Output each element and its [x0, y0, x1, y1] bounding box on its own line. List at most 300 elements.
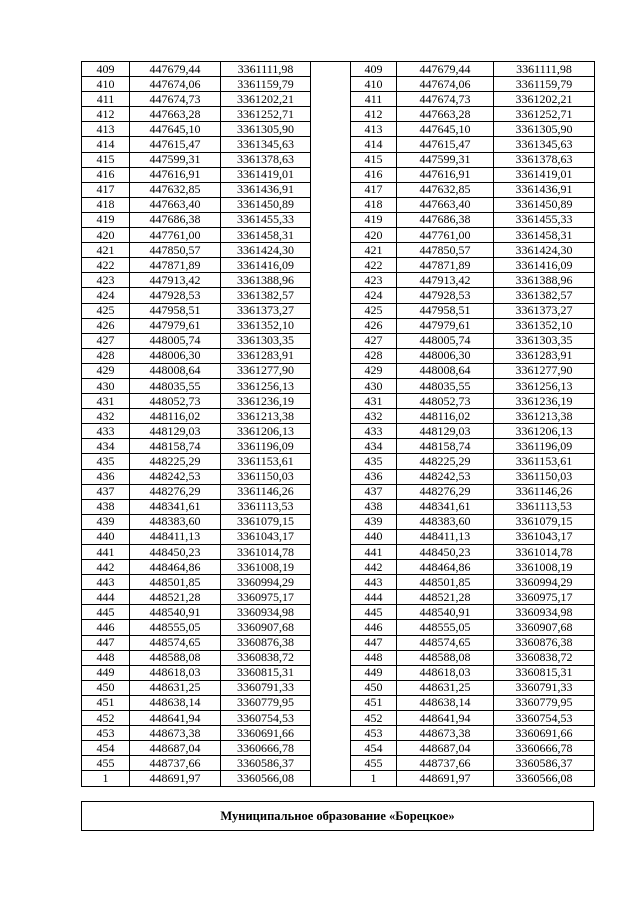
right-x-coordinate-cell: 447663,40	[397, 197, 494, 212]
right-x-coordinate-cell: 447913,42	[397, 273, 494, 288]
left-point-number-cell: 1	[82, 771, 130, 786]
left-y-coordinate-cell: 3361079,15	[221, 514, 311, 529]
right-point-number-cell: 423	[351, 273, 397, 288]
right-x-coordinate-cell: 448116,02	[397, 409, 494, 424]
right-point-number-cell: 453	[351, 726, 397, 741]
right-x-coordinate-cell: 448691,97	[397, 771, 494, 786]
left-point-number-cell: 439	[82, 514, 130, 529]
right-point-number-cell: 436	[351, 469, 397, 484]
right-point-number-cell: 415	[351, 152, 397, 167]
right-x-coordinate-cell: 448052,73	[397, 394, 494, 409]
left-point-number-cell: 447	[82, 635, 130, 650]
left-y-coordinate-cell: 3360994,29	[221, 575, 311, 590]
left-point-number-cell: 448	[82, 650, 130, 665]
right-x-coordinate-cell: 447674,73	[397, 92, 494, 107]
left-x-coordinate-cell: 448540,91	[130, 605, 221, 620]
left-point-number-cell: 411	[82, 92, 130, 107]
column-gap	[311, 605, 351, 620]
column-gap	[311, 167, 351, 182]
right-x-coordinate-cell: 448005,74	[397, 333, 494, 348]
right-point-number-cell: 452	[351, 711, 397, 726]
left-point-number-cell: 440	[82, 529, 130, 544]
left-y-coordinate-cell: 3361382,57	[221, 288, 311, 303]
left-x-coordinate-cell: 447616,91	[130, 167, 221, 182]
right-point-number-cell: 419	[351, 212, 397, 227]
right-point-number-cell: 444	[351, 590, 397, 605]
right-y-coordinate-cell: 3360838,72	[494, 650, 595, 665]
left-y-coordinate-cell: 3361008,19	[221, 560, 311, 575]
table-row	[82, 409, 595, 424]
table-row	[82, 318, 595, 333]
table-row	[82, 137, 595, 152]
right-x-coordinate-cell: 448673,38	[397, 726, 494, 741]
left-x-coordinate-cell: 448052,73	[130, 394, 221, 409]
left-x-coordinate-cell: 447663,40	[130, 197, 221, 212]
column-gap	[311, 545, 351, 560]
table-row	[82, 514, 595, 529]
right-y-coordinate-cell: 3361352,10	[494, 318, 595, 333]
column-gap	[311, 771, 351, 786]
right-point-number-cell: 426	[351, 318, 397, 333]
left-point-number-cell: 443	[82, 575, 130, 590]
left-y-coordinate-cell: 3360791,33	[221, 680, 311, 695]
right-point-number-cell: 1	[351, 771, 397, 786]
column-gap	[311, 273, 351, 288]
column-gap	[311, 695, 351, 710]
right-x-coordinate-cell: 448225,29	[397, 454, 494, 469]
municipality-footer: Муниципальное образование «Борецкое»	[81, 801, 594, 831]
table-row	[82, 484, 595, 499]
right-y-coordinate-cell: 3360586,37	[494, 756, 595, 771]
right-x-coordinate-cell: 448737,66	[397, 756, 494, 771]
left-y-coordinate-cell: 3361455,33	[221, 212, 311, 227]
table-row	[82, 424, 595, 439]
right-x-coordinate-cell: 447632,85	[397, 182, 494, 197]
left-x-coordinate-cell: 448116,02	[130, 409, 221, 424]
right-x-coordinate-cell: 447663,28	[397, 107, 494, 122]
left-x-coordinate-cell: 448687,04	[130, 741, 221, 756]
left-x-coordinate-cell: 448158,74	[130, 439, 221, 454]
table-row	[82, 258, 595, 273]
left-y-coordinate-cell: 3360586,37	[221, 756, 311, 771]
right-y-coordinate-cell: 3361111,98	[494, 62, 595, 77]
table-row	[82, 756, 595, 771]
right-y-coordinate-cell: 3360815,31	[494, 665, 595, 680]
table-row	[82, 212, 595, 227]
left-x-coordinate-cell: 448574,65	[130, 635, 221, 650]
left-y-coordinate-cell: 3361388,96	[221, 273, 311, 288]
column-gap	[311, 107, 351, 122]
table-row	[82, 635, 595, 650]
right-x-coordinate-cell: 448464,86	[397, 560, 494, 575]
table-row	[82, 454, 595, 469]
left-y-coordinate-cell: 3361236,19	[221, 394, 311, 409]
left-x-coordinate-cell: 447686,38	[130, 212, 221, 227]
left-y-coordinate-cell: 3361277,90	[221, 363, 311, 378]
column-gap	[311, 303, 351, 318]
left-point-number-cell: 451	[82, 695, 130, 710]
right-point-number-cell: 439	[351, 514, 397, 529]
right-x-coordinate-cell: 447686,38	[397, 212, 494, 227]
left-y-coordinate-cell: 3361378,63	[221, 152, 311, 167]
column-gap	[311, 197, 351, 212]
right-x-coordinate-cell: 447928,53	[397, 288, 494, 303]
right-x-coordinate-cell: 448631,25	[397, 680, 494, 695]
right-x-coordinate-cell: 448618,03	[397, 665, 494, 680]
column-gap	[311, 575, 351, 590]
right-y-coordinate-cell: 3360876,38	[494, 635, 595, 650]
right-y-coordinate-cell: 3360934,98	[494, 605, 595, 620]
left-point-number-cell: 419	[82, 212, 130, 227]
right-point-number-cell: 410	[351, 77, 397, 92]
column-gap	[311, 590, 351, 605]
left-x-coordinate-cell: 447871,89	[130, 258, 221, 273]
column-gap	[311, 77, 351, 92]
right-x-coordinate-cell: 448501,85	[397, 575, 494, 590]
left-y-coordinate-cell: 3361206,13	[221, 424, 311, 439]
left-point-number-cell: 428	[82, 348, 130, 363]
right-point-number-cell: 421	[351, 243, 397, 258]
left-x-coordinate-cell: 448129,03	[130, 424, 221, 439]
right-y-coordinate-cell: 3361079,15	[494, 514, 595, 529]
right-point-number-cell: 440	[351, 529, 397, 544]
left-y-coordinate-cell: 3360779,95	[221, 695, 311, 710]
right-point-number-cell: 409	[351, 62, 397, 77]
left-y-coordinate-cell: 3361416,09	[221, 258, 311, 273]
table-row	[82, 62, 595, 77]
column-gap	[311, 454, 351, 469]
right-y-coordinate-cell: 3361424,30	[494, 243, 595, 258]
left-x-coordinate-cell: 448501,85	[130, 575, 221, 590]
table-row	[82, 545, 595, 560]
right-y-coordinate-cell: 3361436,91	[494, 182, 595, 197]
left-y-coordinate-cell: 3361014,78	[221, 545, 311, 560]
right-x-coordinate-cell: 447958,51	[397, 303, 494, 318]
right-point-number-cell: 443	[351, 575, 397, 590]
left-point-number-cell: 441	[82, 545, 130, 560]
right-y-coordinate-cell: 3361256,13	[494, 378, 595, 393]
column-gap	[311, 394, 351, 409]
column-gap	[311, 680, 351, 695]
column-gap	[311, 258, 351, 273]
right-point-number-cell: 417	[351, 182, 397, 197]
left-y-coordinate-cell: 3361256,13	[221, 378, 311, 393]
left-y-coordinate-cell: 3361283,91	[221, 348, 311, 363]
left-y-coordinate-cell: 3360691,66	[221, 726, 311, 741]
left-point-number-cell: 418	[82, 197, 130, 212]
column-gap	[311, 212, 351, 227]
right-point-number-cell: 451	[351, 695, 397, 710]
column-gap	[311, 741, 351, 756]
right-point-number-cell: 414	[351, 137, 397, 152]
column-gap	[311, 711, 351, 726]
left-x-coordinate-cell: 448555,05	[130, 620, 221, 635]
left-point-number-cell: 432	[82, 409, 130, 424]
right-y-coordinate-cell: 3360907,68	[494, 620, 595, 635]
left-y-coordinate-cell: 3361419,01	[221, 167, 311, 182]
left-point-number-cell: 455	[82, 756, 130, 771]
right-point-number-cell: 428	[351, 348, 397, 363]
left-x-coordinate-cell: 447599,31	[130, 152, 221, 167]
left-x-coordinate-cell: 447928,53	[130, 288, 221, 303]
left-point-number-cell: 430	[82, 378, 130, 393]
left-y-coordinate-cell: 3361305,90	[221, 122, 311, 137]
column-gap	[311, 484, 351, 499]
right-point-number-cell: 429	[351, 363, 397, 378]
right-x-coordinate-cell: 448276,29	[397, 484, 494, 499]
column-gap	[311, 243, 351, 258]
right-x-coordinate-cell: 448521,28	[397, 590, 494, 605]
left-x-coordinate-cell: 448638,14	[130, 695, 221, 710]
right-y-coordinate-cell: 3361458,31	[494, 228, 595, 243]
left-y-coordinate-cell: 3360975,17	[221, 590, 311, 605]
right-y-coordinate-cell: 3361416,09	[494, 258, 595, 273]
table-row	[82, 182, 595, 197]
left-point-number-cell: 424	[82, 288, 130, 303]
left-y-coordinate-cell: 3360907,68	[221, 620, 311, 635]
left-point-number-cell: 429	[82, 363, 130, 378]
right-point-number-cell: 422	[351, 258, 397, 273]
right-point-number-cell: 420	[351, 228, 397, 243]
left-x-coordinate-cell: 448641,94	[130, 711, 221, 726]
left-x-coordinate-cell: 447674,73	[130, 92, 221, 107]
left-y-coordinate-cell: 3361213,38	[221, 409, 311, 424]
left-point-number-cell: 421	[82, 243, 130, 258]
column-gap	[311, 650, 351, 665]
right-x-coordinate-cell: 448035,55	[397, 378, 494, 393]
right-y-coordinate-cell: 3361153,61	[494, 454, 595, 469]
table-row	[82, 711, 595, 726]
left-x-coordinate-cell: 448005,74	[130, 333, 221, 348]
right-y-coordinate-cell: 3361008,19	[494, 560, 595, 575]
left-x-coordinate-cell: 448737,66	[130, 756, 221, 771]
column-gap	[311, 333, 351, 348]
right-x-coordinate-cell: 448383,60	[397, 514, 494, 529]
right-x-coordinate-cell: 447850,57	[397, 243, 494, 258]
left-y-coordinate-cell: 3361352,10	[221, 318, 311, 333]
table-row	[82, 77, 595, 92]
left-y-coordinate-cell: 3361303,35	[221, 333, 311, 348]
left-y-coordinate-cell: 3361196,09	[221, 439, 311, 454]
left-y-coordinate-cell: 3361373,27	[221, 303, 311, 318]
left-point-number-cell: 413	[82, 122, 130, 137]
left-point-number-cell: 416	[82, 167, 130, 182]
table-row	[82, 695, 595, 710]
right-y-coordinate-cell: 3361345,63	[494, 137, 595, 152]
left-y-coordinate-cell: 3361436,91	[221, 182, 311, 197]
left-point-number-cell: 445	[82, 605, 130, 620]
right-point-number-cell: 435	[351, 454, 397, 469]
table-row	[82, 590, 595, 605]
right-x-coordinate-cell: 448687,04	[397, 741, 494, 756]
table-row	[82, 439, 595, 454]
left-x-coordinate-cell: 447663,28	[130, 107, 221, 122]
left-y-coordinate-cell: 3360876,38	[221, 635, 311, 650]
left-x-coordinate-cell: 448673,38	[130, 726, 221, 741]
table-row	[82, 394, 595, 409]
table-row	[82, 378, 595, 393]
column-gap	[311, 409, 351, 424]
left-x-coordinate-cell: 447958,51	[130, 303, 221, 318]
right-x-coordinate-cell: 448638,14	[397, 695, 494, 710]
table-row	[82, 167, 595, 182]
right-y-coordinate-cell: 3361382,57	[494, 288, 595, 303]
left-y-coordinate-cell: 3361202,21	[221, 92, 311, 107]
table-row	[82, 152, 595, 167]
table-row	[82, 726, 595, 741]
right-y-coordinate-cell: 3361378,63	[494, 152, 595, 167]
table-row	[82, 560, 595, 575]
right-y-coordinate-cell: 3361113,53	[494, 499, 595, 514]
right-point-number-cell: 430	[351, 378, 397, 393]
right-x-coordinate-cell: 448008,64	[397, 363, 494, 378]
right-point-number-cell: 445	[351, 605, 397, 620]
column-gap	[311, 228, 351, 243]
left-x-coordinate-cell: 447674,06	[130, 77, 221, 92]
right-x-coordinate-cell: 448341,61	[397, 499, 494, 514]
left-point-number-cell: 442	[82, 560, 130, 575]
left-y-coordinate-cell: 3361345,63	[221, 137, 311, 152]
table-row	[82, 243, 595, 258]
left-point-number-cell: 437	[82, 484, 130, 499]
left-x-coordinate-cell: 448411,13	[130, 529, 221, 544]
left-point-number-cell: 417	[82, 182, 130, 197]
left-x-coordinate-cell: 447761,00	[130, 228, 221, 243]
left-y-coordinate-cell: 3360838,72	[221, 650, 311, 665]
left-x-coordinate-cell: 448464,86	[130, 560, 221, 575]
right-x-coordinate-cell: 447599,31	[397, 152, 494, 167]
left-point-number-cell: 412	[82, 107, 130, 122]
right-y-coordinate-cell: 3361146,26	[494, 484, 595, 499]
right-y-coordinate-cell: 3360779,95	[494, 695, 595, 710]
right-y-coordinate-cell: 3361283,91	[494, 348, 595, 363]
right-point-number-cell: 442	[351, 560, 397, 575]
right-y-coordinate-cell: 3361305,90	[494, 122, 595, 137]
column-gap	[311, 469, 351, 484]
right-y-coordinate-cell: 3360691,66	[494, 726, 595, 741]
column-gap	[311, 756, 351, 771]
right-x-coordinate-cell: 447616,91	[397, 167, 494, 182]
left-point-number-cell: 453	[82, 726, 130, 741]
table-row	[82, 197, 595, 212]
left-point-number-cell: 427	[82, 333, 130, 348]
left-x-coordinate-cell: 448383,60	[130, 514, 221, 529]
right-point-number-cell: 446	[351, 620, 397, 635]
left-y-coordinate-cell: 3361146,26	[221, 484, 311, 499]
left-y-coordinate-cell: 3361424,30	[221, 243, 311, 258]
column-gap	[311, 514, 351, 529]
left-y-coordinate-cell: 3361150,03	[221, 469, 311, 484]
left-x-coordinate-cell: 447913,42	[130, 273, 221, 288]
left-y-coordinate-cell: 3361252,71	[221, 107, 311, 122]
right-point-number-cell: 425	[351, 303, 397, 318]
right-point-number-cell: 413	[351, 122, 397, 137]
left-x-coordinate-cell: 448341,61	[130, 499, 221, 514]
table-row	[82, 771, 595, 786]
right-y-coordinate-cell: 3360975,17	[494, 590, 595, 605]
right-x-coordinate-cell: 447674,06	[397, 77, 494, 92]
right-y-coordinate-cell: 3361213,38	[494, 409, 595, 424]
left-y-coordinate-cell: 3360754,53	[221, 711, 311, 726]
left-point-number-cell: 454	[82, 741, 130, 756]
right-point-number-cell: 449	[351, 665, 397, 680]
right-x-coordinate-cell: 448555,05	[397, 620, 494, 635]
left-point-number-cell: 410	[82, 77, 130, 92]
right-point-number-cell: 434	[351, 439, 397, 454]
table-row	[82, 303, 595, 318]
column-gap	[311, 378, 351, 393]
table-row	[82, 333, 595, 348]
column-gap	[311, 439, 351, 454]
left-x-coordinate-cell: 447632,85	[130, 182, 221, 197]
column-gap	[311, 424, 351, 439]
left-point-number-cell: 452	[82, 711, 130, 726]
left-y-coordinate-cell: 3361153,61	[221, 454, 311, 469]
column-gap	[311, 92, 351, 107]
right-point-number-cell: 450	[351, 680, 397, 695]
table-row	[82, 469, 595, 484]
column-gap	[311, 665, 351, 680]
right-x-coordinate-cell: 448006,30	[397, 348, 494, 363]
table-row	[82, 122, 595, 137]
column-gap	[311, 122, 351, 137]
left-x-coordinate-cell: 448450,23	[130, 545, 221, 560]
left-point-number-cell: 435	[82, 454, 130, 469]
left-x-coordinate-cell: 448588,08	[130, 650, 221, 665]
right-x-coordinate-cell: 448574,65	[397, 635, 494, 650]
table-row	[82, 288, 595, 303]
table-row	[82, 665, 595, 680]
right-point-number-cell: 433	[351, 424, 397, 439]
right-point-number-cell: 432	[351, 409, 397, 424]
left-x-coordinate-cell: 447615,47	[130, 137, 221, 152]
right-x-coordinate-cell: 448450,23	[397, 545, 494, 560]
left-point-number-cell: 420	[82, 228, 130, 243]
left-x-coordinate-cell: 448225,29	[130, 454, 221, 469]
right-y-coordinate-cell: 3360791,33	[494, 680, 595, 695]
left-y-coordinate-cell: 3361043,17	[221, 529, 311, 544]
left-x-coordinate-cell: 447850,57	[130, 243, 221, 258]
left-point-number-cell: 433	[82, 424, 130, 439]
left-x-coordinate-cell: 448008,64	[130, 363, 221, 378]
left-point-number-cell: 423	[82, 273, 130, 288]
right-point-number-cell: 431	[351, 394, 397, 409]
right-y-coordinate-cell: 3361450,89	[494, 197, 595, 212]
right-point-number-cell: 447	[351, 635, 397, 650]
right-y-coordinate-cell: 3361388,96	[494, 273, 595, 288]
right-y-coordinate-cell: 3360994,29	[494, 575, 595, 590]
right-x-coordinate-cell: 448641,94	[397, 711, 494, 726]
right-x-coordinate-cell: 448411,13	[397, 529, 494, 544]
right-x-coordinate-cell: 447979,61	[397, 318, 494, 333]
right-point-number-cell: 412	[351, 107, 397, 122]
left-y-coordinate-cell: 3361450,89	[221, 197, 311, 212]
right-point-number-cell: 416	[351, 167, 397, 182]
table-row	[82, 348, 595, 363]
column-gap	[311, 620, 351, 635]
left-point-number-cell: 431	[82, 394, 130, 409]
column-gap	[311, 529, 351, 544]
right-x-coordinate-cell: 448158,74	[397, 439, 494, 454]
right-y-coordinate-cell: 3360666,78	[494, 741, 595, 756]
left-x-coordinate-cell: 448242,53	[130, 469, 221, 484]
right-y-coordinate-cell: 3361277,90	[494, 363, 595, 378]
right-point-number-cell: 437	[351, 484, 397, 499]
right-y-coordinate-cell: 3361455,33	[494, 212, 595, 227]
right-y-coordinate-cell: 3360754,53	[494, 711, 595, 726]
column-gap	[311, 499, 351, 514]
right-x-coordinate-cell: 447761,00	[397, 228, 494, 243]
